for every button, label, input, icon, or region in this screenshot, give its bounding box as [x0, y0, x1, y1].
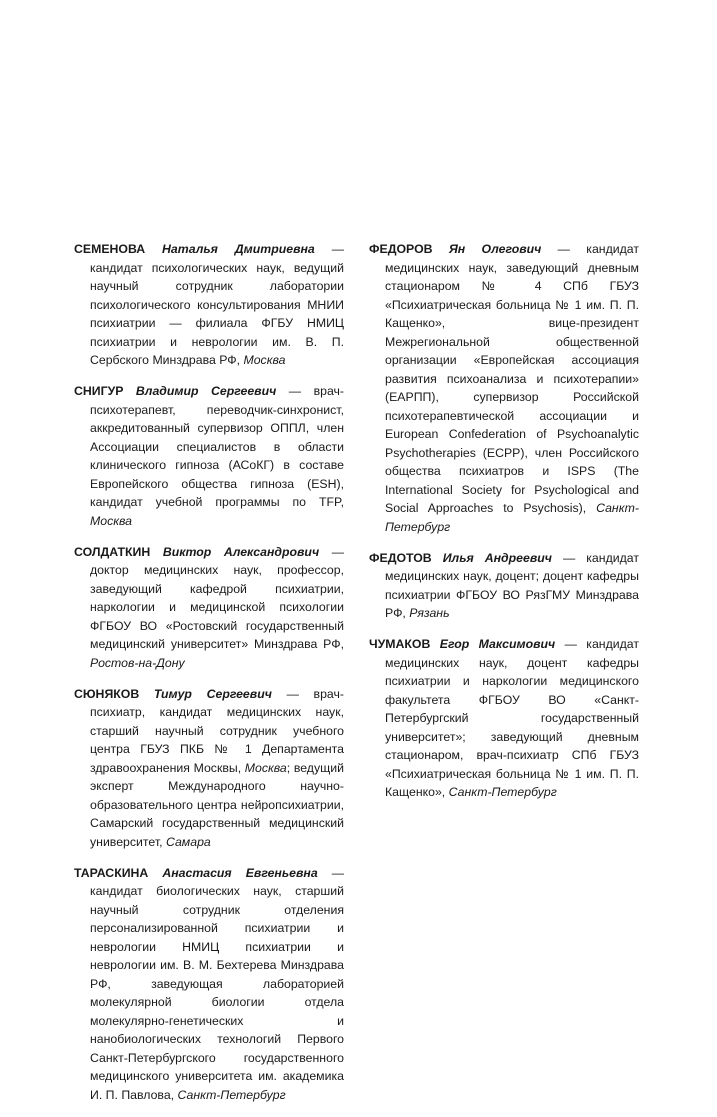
- author-bio: — кандидат биологических наук, старший научный сотрудник отделения персонализированной психиатрии и неврологии НМИЦ психиатрии и неврологии им. В. М. Бехтерева Минздрава РФ, заведующая лабораторией молекулярной биологии отдела молекулярно-генетических и нанобиологических технологий Первого Санкт-Петербургского государственного медицинского университета им. академика И. П. Павлова,: [90, 865, 344, 1102]
- author-city-secondary: Самара: [165, 834, 211, 849]
- author-city: Санкт-Петербург: [448, 785, 557, 800]
- author-given-names: Наталья Дмитриевна: [162, 242, 315, 257]
- author-given-names: Илья Андреевич: [442, 550, 552, 565]
- author-city: Санкт-Петербург: [177, 1087, 286, 1102]
- author-surname: ФЕДОРОВ: [369, 242, 433, 257]
- author-surname: СНИГУР: [74, 384, 124, 399]
- author-city: Москва: [244, 760, 287, 775]
- author-entry-soldatkin: [74, 543, 344, 673]
- author-city: Ростов-на-Дону: [90, 655, 185, 670]
- author-surname: СЮНЯКОВ: [74, 686, 140, 701]
- author-entry-snigur: [74, 382, 344, 530]
- author-entry-syunyakov: [74, 685, 344, 852]
- author-surname: ТАРАСКИНА: [74, 865, 149, 880]
- author-surname: ЧУМАКОВ: [369, 637, 431, 652]
- author-bio: — врач-психиатр, кандидат медицинских наук, старший научный сотрудник учебного центра ГБУЗ ПКБ № 1 Департамента здравоохранения Москвы,: [90, 686, 344, 775]
- author-bio: — доктор медицинских наук, профессор, заведующий кафедрой психиатрии, наркологии и медицинской психологии ФГБОУ ВО «Ростовский государственный медицинский университет» Минздрава РФ,: [90, 544, 344, 652]
- author-bio: — кандидат медицинских наук, доцент; доцент кафедры психиатрии ФГБОУ ВО РязГМУ Минздрава РФ,: [385, 550, 639, 621]
- author-bio-continued: ; ведущий эксперт Международного научно-образовательного центра нейропсихиатрии, Самарский государственный медицинский университет,: [90, 760, 344, 849]
- author-city: Санкт-Петербург: [385, 501, 639, 534]
- author-given-names: Тимур Сергеевич: [153, 686, 272, 701]
- author-bio: — кандидат медицинских наук, доцент кафедры психиатрии и наркологии медицинского факультета ФГБОУ ВО «Санкт-Петербургский государственный университет»; заведующий дневным стационаром, врач-психиатр СПб ГБУЗ «Психиатрическая больница № 1 им. П. П. Кащенко»,: [385, 637, 639, 800]
- author-city: Рязань: [409, 606, 450, 621]
- author-city: Москва: [90, 513, 133, 528]
- right-column: [369, 228, 639, 814]
- author-entry-fedotov: [369, 549, 639, 623]
- author-bio: — кандидат психологических наук, ведущий научный сотрудник лаборатории психологического консультирования МНИИ психиатрии — филиала ФГБУ НМИЦ психиатрии и неврологии им. В. П. Сербского Минздрава РФ,: [90, 242, 344, 368]
- author-entry-semenova: [74, 240, 344, 370]
- author-bio: — врач-психотерапевт, переводчик-синхронист, аккредитованный супервизор ОППЛ, член Ассоциации специалистов в области клинического гипноза (АСоКГ) в составе Европейского общества гипноза (ESH), кандидат учебной программы по TFP,: [90, 384, 345, 510]
- author-surname: СОЛДАТКИН: [74, 544, 151, 559]
- author-surname: СЕМЕНОВА: [74, 242, 146, 257]
- author-surname: ФЕДОТОВ: [369, 550, 432, 565]
- author-given-names: Владимир Сергеевич: [135, 384, 277, 399]
- author-given-names: Ян Олегович: [448, 242, 542, 257]
- author-given-names: Виктор Александрович: [162, 544, 320, 559]
- author-entry-chumakov: [369, 635, 639, 802]
- left-column: [74, 228, 344, 1117]
- author-entry-fedorov: [369, 240, 639, 536]
- author-given-names: Егор Максимович: [439, 637, 556, 652]
- author-entry-taraskina: [74, 864, 344, 1105]
- author-city: Москва: [243, 353, 286, 368]
- author-bio: — кандидат медицинских наук, заведующий дневным стационаром № 4 СПб ГБУЗ «Психиатрическая больница № 1 им. П. П. Кащенко», вице-президент Межрегиональной общественной организации «Европейская ассоциация развития психоанализа и психотерапии» (ЕАРПП), супервизор Российской психотерапевтической ассоциации и European Confederation of Psychoanalytic Psychotherapies (ECPP), член Российского общества психиатров и ISPS (The International Society for Psychological and Social Approaches to Psychosis),: [385, 242, 639, 516]
- author-given-names: Анастасия Евгеньевна: [162, 865, 318, 880]
